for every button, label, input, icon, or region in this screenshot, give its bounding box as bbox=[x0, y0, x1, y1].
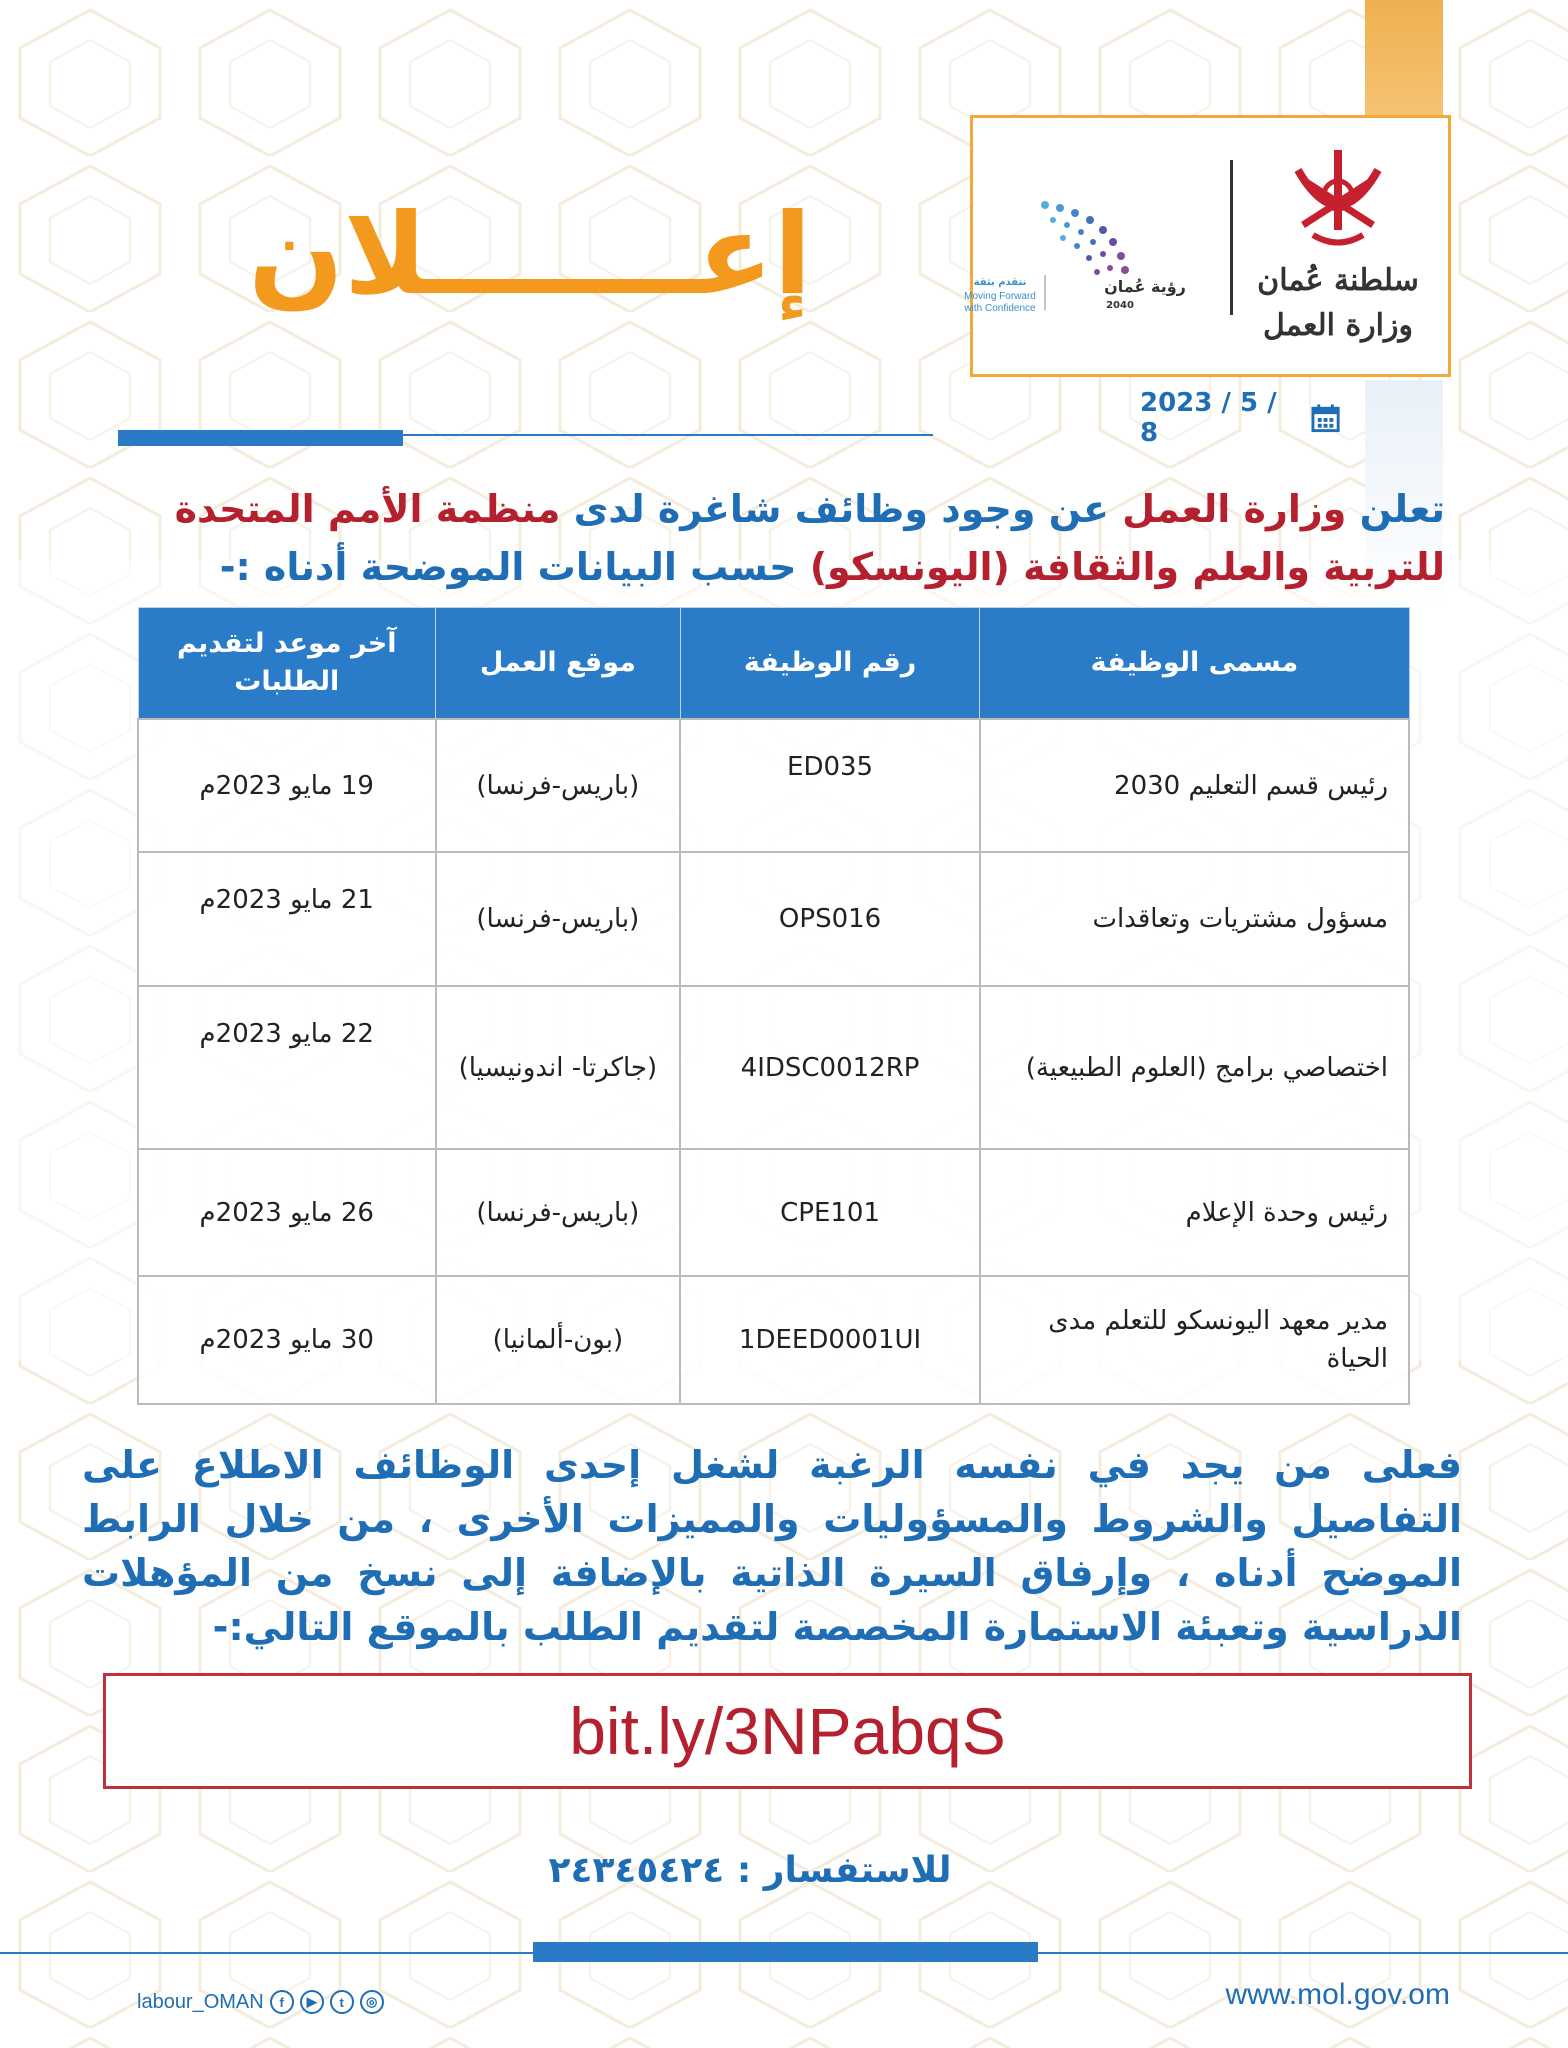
table-row bbox=[138, 1276, 1409, 1404]
job-title-cell: مسؤول مشتريات وتعاقدات bbox=[980, 852, 1409, 986]
column-header-code: رقم الوظيفة bbox=[680, 608, 980, 720]
facebook-icon[interactable]: f bbox=[270, 1990, 294, 2014]
job-code-cell: 1DEED0001UI bbox=[680, 1276, 980, 1404]
intro-text: تعلن bbox=[1346, 487, 1445, 531]
header-divider bbox=[1230, 160, 1233, 315]
unesco-name-highlight: منظمة الأمم المتحدة للتربية والعلم والثقافة (اليونسكو) bbox=[174, 487, 1445, 589]
footer-social bbox=[137, 1985, 384, 2019]
table-row bbox=[138, 1149, 1409, 1276]
svg-text:رؤية عُمان: رؤية عُمان bbox=[1104, 277, 1186, 296]
announcement-title: إعـــــــلان bbox=[248, 190, 812, 320]
intro-text: حسب البيانات الموضحة أدناه :- bbox=[219, 545, 810, 589]
job-deadline-cell: 19 مايو 2023م bbox=[138, 719, 436, 852]
column-header-title: مسمى الوظيفة bbox=[980, 608, 1409, 720]
footer-website[interactable]: www.mol.gov.om bbox=[1225, 1978, 1450, 2011]
jobs-table bbox=[137, 607, 1410, 1405]
vision-swirl-icon bbox=[1041, 201, 1129, 275]
job-title-cell: اختصاصي برامج (العلوم الطبيعية) bbox=[980, 986, 1409, 1149]
job-location-cell: (بون-ألمانيا) bbox=[436, 1276, 681, 1404]
job-code-cell: CPE101 bbox=[680, 1149, 980, 1276]
column-header-location: موقع العمل bbox=[436, 608, 681, 720]
job-code-cell: ED035 bbox=[680, 719, 980, 852]
svg-text:نتقدم بثقة: نتقدم بثقة bbox=[973, 277, 1027, 288]
job-location-cell: (باريس-فرنسا) bbox=[436, 719, 681, 852]
ministry-name-highlight: وزارة العمل bbox=[1122, 487, 1347, 531]
inquiry-phone: للاستفسار : ٢٤٣٤٥٤٢٤ bbox=[548, 1850, 952, 1891]
job-title-cell: رئيس وحدة الإعلام bbox=[980, 1149, 1409, 1276]
youtube-icon[interactable]: ▶ bbox=[300, 1990, 324, 2014]
column-header-deadline: آخر موعد لتقديم الطلبات bbox=[138, 608, 436, 720]
oman-emblem-icon bbox=[1298, 150, 1378, 243]
date-text: 2023 / 5 / 8 bbox=[1140, 388, 1277, 448]
table-header-row bbox=[138, 608, 1409, 720]
job-location-cell: (باريس-فرنسا) bbox=[436, 852, 681, 986]
social-handle: labour_OMAN bbox=[137, 1990, 264, 2013]
table-row bbox=[138, 986, 1409, 1149]
svg-text:2040: 2040 bbox=[1106, 300, 1134, 311]
job-deadline-cell: 30 مايو 2023م bbox=[138, 1276, 436, 1404]
twitter-icon[interactable]: t bbox=[330, 1990, 354, 2014]
table-row bbox=[138, 852, 1409, 986]
instructions-paragraph: فعلى من يجد في نفسه الرغبة لشغل إحدى الوظائف الاطلاع على التفاصيل والشروط والمسؤوليات والمميزات الأخرى ، من خلال الرابط الموضح أدناه ، وإرفاق السيرة الذاتية بالإضافة إلى نسخ من المؤهلات الدراسية وتعبئة الاستمارة المخصصة لتقديم الطلب بالموقع التالي:- bbox=[82, 1443, 1462, 1649]
job-deadline-cell: 21 مايو 2023م bbox=[138, 852, 436, 986]
footer-rule-accent bbox=[533, 1942, 1038, 1962]
intro-text: عن وجود وظائف شاغرة لدى bbox=[560, 487, 1123, 531]
svg-text:وزارة العمل: وزارة العمل bbox=[1263, 308, 1413, 343]
job-deadline-cell: 22 مايو 2023م bbox=[138, 986, 436, 1149]
job-location-cell: (باريس-فرنسا) bbox=[436, 1149, 681, 1276]
svg-text:with Confidence: with Confidence bbox=[964, 303, 1036, 314]
application-link-box bbox=[103, 1673, 1472, 1789]
calendar-icon bbox=[1311, 403, 1340, 433]
job-code-cell: 4IDSC0012RP bbox=[680, 986, 980, 1149]
instagram-icon[interactable]: ◎ bbox=[360, 1990, 384, 2014]
header-rule-accent bbox=[118, 430, 403, 446]
svg-text:Moving Forward: Moving Forward bbox=[964, 291, 1036, 302]
job-title-cell: مدير معهد اليونسكو للتعلم مدى الحياة bbox=[980, 1276, 1409, 1404]
intro-paragraph bbox=[90, 480, 1445, 596]
svg-text:سلطنة عُمان: سلطنة عُمان bbox=[1258, 263, 1418, 298]
ministry-logo bbox=[1258, 140, 1418, 360]
vision-2040-logo bbox=[945, 180, 1215, 320]
table-row bbox=[138, 719, 1409, 852]
application-link[interactable]: bit.ly/3NPabqS bbox=[569, 1694, 1006, 1768]
job-title-cell: رئيس قسم التعليم 2030 bbox=[980, 719, 1409, 852]
announcement-date bbox=[1140, 388, 1340, 448]
job-deadline-cell: 26 مايو 2023م bbox=[138, 1149, 436, 1276]
job-location-cell: (جاكرتا- اندونيسيا) bbox=[436, 986, 681, 1149]
job-code-cell: OPS016 bbox=[680, 852, 980, 986]
